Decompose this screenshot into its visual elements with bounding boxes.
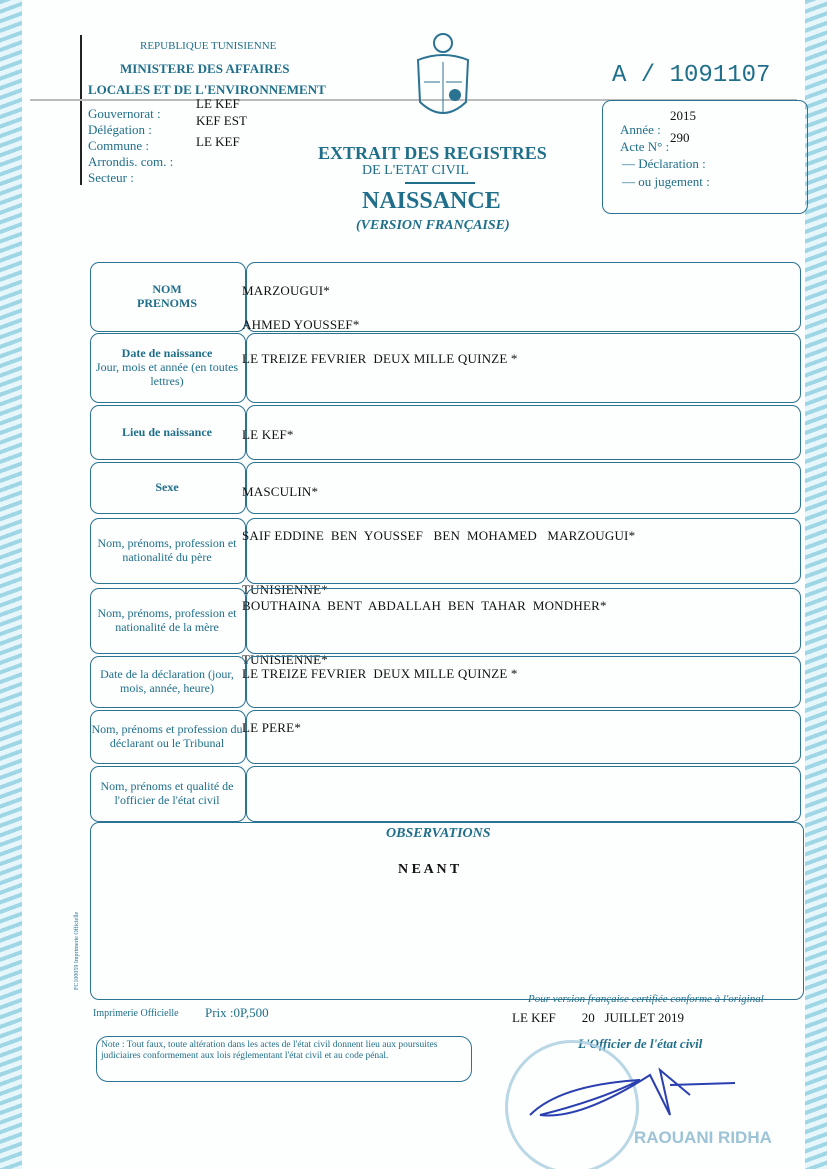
jugement-label: — ou jugement : (622, 174, 710, 189)
price: Prix :0P,500 (205, 1005, 269, 1020)
field-label: Gouvernorat : (88, 106, 161, 121)
row-label (90, 262, 244, 330)
field-label: Arrondis. com. : (88, 154, 174, 169)
officer-title: L'Officier de l'état civil (578, 1036, 703, 1051)
certified-text: Pour version française certifiée conforme à l'original (528, 993, 764, 1005)
field-label: Délégation : (88, 122, 152, 137)
signature-icon (520, 1045, 740, 1130)
field-label: Secteur : (88, 170, 134, 185)
row-label (90, 405, 244, 458)
decorative-border-right (805, 0, 827, 1169)
republic: REPUBLIQUE TUNISIENNE (140, 40, 277, 52)
annee-value: 2015 (670, 108, 696, 123)
value-box (246, 656, 801, 708)
acte-value: 290 (670, 130, 690, 145)
row-value: LE TREIZE FEVRIER DEUX MILLE QUINZE * (242, 666, 518, 681)
row-value: LE TREIZE FEVRIER DEUX MILLE QUINZE * (242, 351, 518, 366)
commune-value: LE KEF (196, 134, 240, 149)
row-label-text: Nom, prénoms, profession et nationalité du père (97, 536, 237, 564)
row-label-text: Nom, prénoms et profession du déclarant ou le Tribunal (91, 722, 243, 750)
row-label (90, 462, 244, 512)
delegation-value: KEF EST (196, 113, 247, 128)
value-box (246, 405, 801, 460)
annee-label: Année : (620, 122, 661, 137)
acte-label: Acte N° : (620, 139, 670, 154)
row-label-text: Date de naissance (121, 346, 213, 360)
title-line1: EXTRAIT DES REGISTRES (318, 143, 547, 163)
value-box (246, 333, 801, 403)
row-label-text: Lieu de naissance (121, 424, 212, 439)
row-value-extra: TUNISIENNE* (242, 652, 328, 667)
value-box (246, 462, 801, 514)
title-sub: (VERSION FRANÇAISE) (356, 218, 510, 233)
row-label (90, 766, 244, 820)
decorative-border-left (0, 0, 22, 1169)
row-label-text: Date de la déclaration (jour, mois, année, heure) (100, 667, 234, 695)
row-label-text: Jour, mois et année (en toutes lettres) (95, 360, 239, 388)
observations-box (90, 822, 804, 1000)
row-value: SAIF EDDINE BEN YOUSSEF BEN MOHAMED MARZOUGUI* (242, 528, 636, 543)
row-value: LE PERE* (242, 720, 302, 735)
row-label-text: Nom, prénoms et qualité de l'officier de l'état civil (100, 779, 234, 807)
serial-number: A / 1091107 (612, 62, 771, 89)
officer-name: RAOUANI RIDHA (634, 1128, 772, 1147)
row-label-text: NOM (152, 282, 182, 296)
title-main: NAISSANCE (362, 188, 501, 214)
row-value: MASCULIN* (242, 484, 319, 499)
row-label (90, 710, 244, 762)
row-value: MARZOUGUI* (242, 283, 330, 298)
row-label (90, 588, 244, 652)
coat-of-arms-icon (412, 32, 474, 129)
row-value: BOUTHAINA BENT ABDALLAH BEN TAHAR MONDHER* (242, 598, 607, 613)
declaration-label: — Déclaration : (622, 156, 706, 171)
row-label-text: Sexe (155, 480, 179, 494)
ministry-line1: MINISTERE DES AFFAIRES (120, 61, 290, 76)
ministry-line2: LOCALES ET DE L'ENVIRONNEMENT (88, 82, 326, 97)
admin-labels (88, 106, 173, 186)
row-label (90, 518, 244, 582)
value-box (246, 766, 801, 822)
row-label-text: PRENOMS (137, 296, 197, 310)
row-label (90, 333, 244, 401)
observations-title: OBSERVATIONS (386, 826, 491, 841)
row-value-extra: TUNISIENNE* (242, 582, 328, 597)
row-label-text: Nom, prénoms, profession et nationalité de la mère (97, 606, 237, 634)
value-box (246, 710, 801, 764)
title-rule (405, 182, 475, 184)
field-label: Commune : (88, 138, 150, 153)
gouvernorat-value: LE KEF (196, 96, 240, 111)
row-value-extra: AHMED YOUSSEF* (242, 317, 360, 332)
place-date: LE KEF 20 JUILLET 2019 (512, 1010, 684, 1025)
side-print: FC100059 Imprimerie Officielle (74, 911, 80, 990)
observations-value: N E A N T (398, 862, 460, 877)
row-label (90, 656, 244, 706)
margin-line (80, 35, 82, 185)
row-value: LE KEF* (242, 427, 294, 442)
title-line2: DE L'ETAT CIVIL (362, 163, 469, 178)
note-text: Note : Tout faux, toute altération dans les actes de l'état civil donnent lieu aux poursuites judiciaires conformement aux lois réglementant l'état civil et au code pénal. (101, 1040, 438, 1061)
printer: Imprimerie Officielle (93, 1008, 179, 1019)
